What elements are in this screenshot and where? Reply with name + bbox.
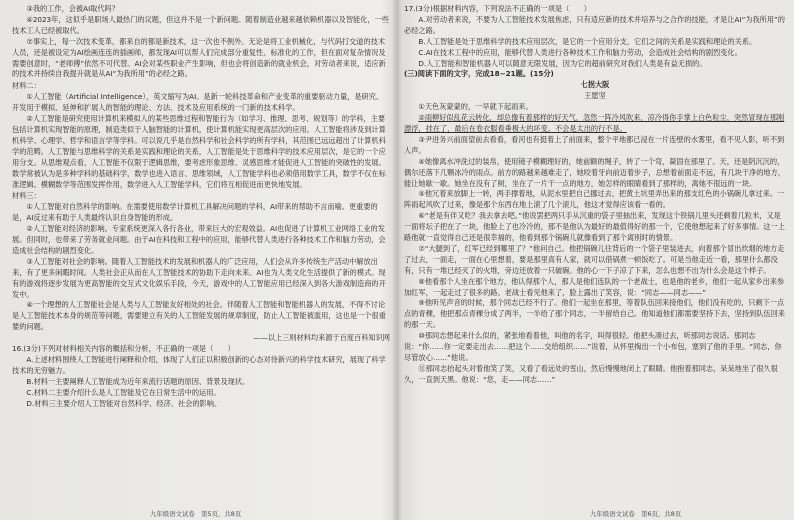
story-author: 王愿坚 (584, 91, 606, 101)
paragraph: ②人工智能对经济的影响。专家系统更深入各行各业，带来巨大的宏观效益。AI也促进了计算机工业网络工业的发展。但同时，也带来了劳务就业问题。由于AI在科技和工程中的应用，能够代替人类进行各种技术工作和脑力劳动，会造成社会结构的剧烈变化。 (12, 224, 386, 255)
material-heading: 材料三： (12, 191, 41, 201)
story-paragraph: ⑤他冗着来放脚上一转，两手撑着地，从泥水里把自己挪过去，把黄土坑里弄出来的那支红色的小锅碗儿拿过来。一阵雨起风吹了过来，像是那个东西在地上滚了几个滚儿，他这才觉得应该看一看的。 (404, 189, 785, 210)
left-page (12, 4, 390, 410)
paragraph: ①人工智能（Artificial Intelligence），英文缩写为AI。是新一轮科技革命和产业变革的重要驱动力量，是研究、开发用于模拟、延伸和扩展人的智能的理论、方法、技术及应用系统的一门新的技术科学。 (12, 92, 384, 113)
paragraph: ②人工智能是研究使用计算机来模拟人的某些思维过程和智能行为（如学习、推理、思考、规划等）的学科，主要包括计算机实现智能的原理，制造类似于人脑智能的计算机，使计算机能实现更高层次的应用。人工智能将涉及到计算机科学、心理学、哲学和语言学等学科。可以说几乎是自然科学和社会科学的所有学科，其范围已远远超出了计算机科学的范畴。人工智能与思维科学的关系是实践和理论的关系，人工智能是处于思维科学的技术应用层次，是它的一个应用分支。从思维观点看，人工智能不仅限于逻辑思维，要考虑形象思维、灵感思维才能促进人工智能的突破性的发展。数学常被认为是多种学科的基础科学，数学也进入语言、思维领域，人工智能学科也必须借用数学工具，数学不仅在标准逻辑、模糊数学等范围发挥作用，数学进入人工智能学科，它们将互相促进而更快地发展。 (12, 114, 386, 189)
material-heading: 材料二： (12, 81, 41, 91)
paragraph: ③我的工作，会被AI取代吗？ (26, 4, 119, 13)
q16-option-c: C.材料二主要介绍什么是人工智能及它在日常生活中的运用。 (26, 387, 221, 397)
story-paragraph: ⑥“老是有伴又吃？我去拿去吧。”他说罢把两只手从沉重的袋子里抽出来，发现这个铁锅儿里头还剩着几粒米，又是一面将坛子把在了一块，他脸上了也冷冷的，那不是他认为最好的最值得好的那一个，它使他想起来了好多事情。这一上路他就一直觉得自己还是很幸福的，他看到那个锅碗儿就像看到了那个离别时的情景。 (404, 211, 785, 243)
paragraph: ⑦事实上，每一次技术变革，都来自的都是新技术，这一次也不例外。无论是将工业机械化，与代码打交道的技术人员，还是被设定为AI绘画连连的插画师，都发现AI可以帮人们完成部分重复性、标准化的工作，但在面对复杂情况及需要创意时，“老师傅”依然不可代替。AI会对某些职业产生影响，但也会将创造新的就业机会，对劳动者来说，适应新的技术并持续自我提升就是从AI“为我所用”的必经之路。 (12, 36, 386, 79)
paragraph: ④一个理想的人工智能社会是人类与人工智能友好相处的社会。伴随着人工智能和智能机器人的发展，不得不讨论是人工智能技术本身的规范等问题，需要建立有关的人工智能发展的规章制度，防止人工智能被滥用，这也是一个很重要的问题。 (12, 300, 386, 332)
q16-option-d: D.材料三主要介绍人工智能对自然科学、经济、社会的影响。 (26, 398, 222, 408)
story-paragraph: ⑨他听见声音的时候，那个同志已经不行了。他们一起坐在那里，等着队伍回来接他们，他们没有吃的，只剩下一点点的青稞，他把那点青稞分成了两半，一半给了那个同志，一半留给自己。他知道他们都需要坚持下去，坚持到队伍回来的那一天。 (404, 298, 785, 330)
question-16-stem: 16.(3分)下列对材料相关内容的概括和分析，不正确的一项是（ ） (12, 344, 235, 354)
q17-option-d: D.人工智能和智能机器人可以随意无限发展，因为它的超前研究对我们人类是有益无损的。 (418, 58, 707, 68)
q16-option-a: A.上述材料围绕人工智能进行阐释和介绍，体现了人们正以积极创新的心态对待新兴的科学技术研究，展现了科学技术的无穷魅力。 (12, 355, 386, 375)
paragraph: ④2023年，这似乎是职场人最热门的议题，但这并不是一个新问题。随着制造业越来越依赖机器以及智能化，一些技术工人已经被取代。 (12, 14, 389, 35)
story-paragraph: ①天色灰蒙蒙的，一早就下起雨来。 (418, 102, 533, 112)
page-fold-shadow (392, 0, 402, 520)
q17-option-c: C.AI在技术工程中的应用，能够代替人类进行各种技术工作和脑力劳动，会造成社会结构的剧烈变化。 (418, 47, 742, 57)
story-paragraph: ⑩那同志想起来什么似的，紧张地看着他，叫他的名字，叫得很轻。他把头凑过去，听那同志说话。那同志说：“你……你一定要走出去……把这个……交给组织……”说着，从怀里掏出一个小布包，塞到了他的手里。“同志，你尽管放心……”他说。 (404, 331, 782, 362)
story-paragraph: ⑪那同志抬起头对着他笑了笑，又看了看远处的雪山，然后慢慢地闭上了眼睛。他抱着那同志，呆呆地坐了很久很久，一直到天黑。他说：“您，走——同志……” (404, 363, 778, 384)
story-paragraph: ⑧他看那个人坐在那个地方，他认得那个人，那人是他们连队的一个老战士，也是他的老乡，他们一起从家乡出来参加红军，一起走过了很多的路。老战士看见他来了，脸上露出了笑容，说：“同志——同志——” (404, 276, 785, 297)
right-page (404, 4, 786, 386)
story-paragraph: ④她像离水冲洗过的装帛，使用镜子模糊理好的，她前额的绳子，转了一个弯，凝固在那里了。天，还是阴沉沉的，偶尔还落下几颗冰冷的雨点。前方的路越来越难走了，她咬着牙向前迈着步子，总想着前面走不远，有几块干净的地方，能让她歇一歇。她坐在没有了树，坐在了一片干一点的地方，她怎样的眼睛看到了那样的，离她不很远的一块。 (404, 156, 785, 188)
story-paragraph: ③尹进务兴前面望前去看看，看河也有挺着上了前面来，整个平地都已浸在一片连壁的水雾里，看不见人影，听不到人声。 (404, 134, 785, 155)
source-note: ——以上三则材料均来源于百度百科知识网 (253, 333, 390, 343)
story-paragraph: ⑦“大腿到了，红军已经到哪里了？”他问自己。他把锅碗儿往背后的一个袋子里装进去，向着那个冒出炊烟的地方走了过去，一面走，一面在心里想着，要是那里真有人家，就可以借锅煮一顿饭吃了。可是当他走近一看，那里什么都没有，只有一堆已经灭了的火堆，旁边还放着一只破碗。他的心一下子凉了下来，怎么也想不出为什么会是这个样子。 (404, 243, 785, 275)
page-footer-left: 九年级语文试卷 第5页，共8页 (150, 510, 242, 518)
paragraph: ①人工智能对自然科学的影响。在需要使用数学计算机工具解决问题的学科，AI带来的帮助不言而喻。更重要的是，AI反过来有助于人类最终认识自身智能的形成。 (12, 202, 378, 223)
page-footer-right: 九年级语文试卷 第6页，共8页 (590, 510, 682, 518)
section-heading: (三)阅读下面的文字，完成18~21题。(15分) (404, 69, 554, 79)
paragraph: ③人工智能对社会的影响。随着人工智能技术的发展和机器人的广泛应用，人们会从许多传统生产活动中解放出来，有了更多闲暇时间。人类社会正从而在人工智能技术的协助下走向未来。AI也为人类文化生活提供了新的模式。现有的游戏将逐步发展为更高智能的交互式文化娱乐手段，今天，游戏中的人工智能应用已经深入到各大游戏制造商的开发中。 (12, 256, 386, 299)
question-17-stem: 17.(3分)根据材料内容，下列说法不正确的一项是（ ） (404, 4, 591, 13)
q17-option-b: B.人工智能是处于思维科学的技术应用层次，是它的一个应用分支，它们之间的关系是实践和理论的关系。 (418, 36, 757, 46)
story-title: 七拐大阪 (580, 80, 610, 90)
story-paragraph-underlined: ②雨柳好似乱花云转化，却总像有着那样的好天气，忽然一阵冷风吹来，凉冷得你手掌上白色粒尘，突然冒现在那刚漂浮，挂在了，最后在卷衣服看垂极大的坏变。不会是太出的行不是。 (404, 113, 785, 133)
q17-option-a: A.对劳动者来说，不要为人工智能技术发展焦虑，只有适应新的技术并培养与之合作的技能，才是让AI“为我所用”的必经之路。 (404, 14, 785, 35)
q16-option-b: B.材料一主要阐释人工智能成为近年来流行话题的原因、背景及现状。 (26, 376, 250, 386)
